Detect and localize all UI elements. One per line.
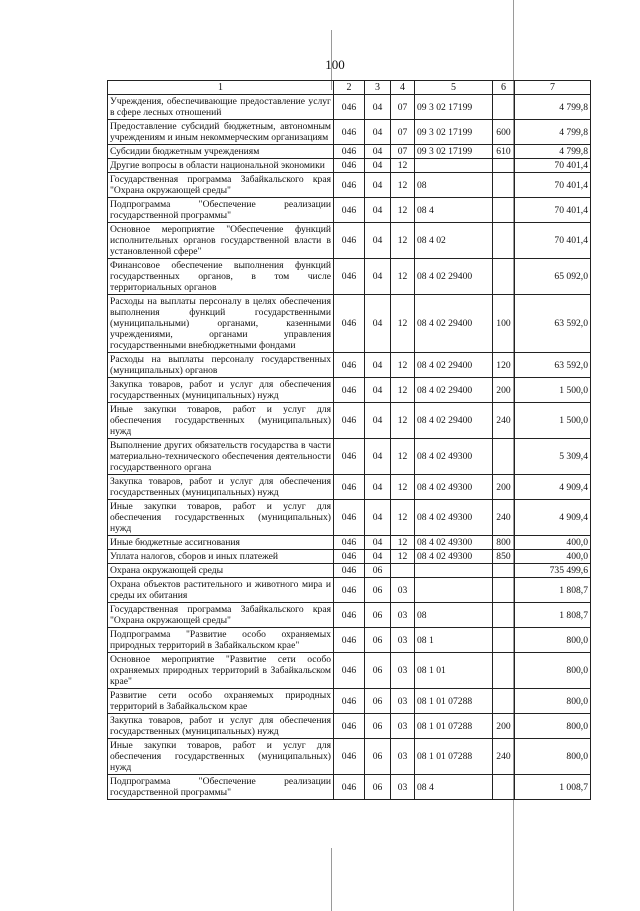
table-row	[108, 295, 591, 353]
cell-sum: 1 008,7	[515, 775, 591, 800]
cell-vr: 240	[493, 739, 515, 775]
cell-rz: 04	[365, 159, 391, 173]
cell-ved: 046	[334, 223, 365, 259]
cell-ved: 046	[334, 714, 365, 739]
table-row	[108, 564, 591, 578]
cell-pr: 12	[391, 378, 415, 403]
cell-vr: 100	[493, 295, 515, 353]
cell-sum: 63 592,0	[515, 295, 591, 353]
cell-csr: 08	[415, 603, 493, 628]
table-row	[108, 500, 591, 536]
table-row	[108, 159, 591, 173]
cell-sum: 70 401,4	[515, 173, 591, 198]
cell-vr	[493, 159, 515, 173]
cell-sum: 4 799,8	[515, 120, 591, 145]
cell-ved: 046	[334, 739, 365, 775]
cell-vr: 600	[493, 120, 515, 145]
cell-csr: 08 4 02 29400	[415, 403, 493, 439]
cell-vr	[493, 198, 515, 223]
cell-csr: 09 3 02 17199	[415, 95, 493, 120]
cell-pr	[391, 564, 415, 578]
header-col-5: 5	[415, 81, 493, 95]
cell-csr: 08 4 02 49300	[415, 500, 493, 536]
cell-csr	[415, 159, 493, 173]
table-row	[108, 259, 591, 295]
cell-name: Развитие сети особо охраняемых природных территорий в Забайкальском крае	[108, 689, 334, 714]
cell-pr: 12	[391, 198, 415, 223]
table-row	[108, 439, 591, 475]
cell-pr: 12	[391, 475, 415, 500]
cell-vr: 200	[493, 714, 515, 739]
scan-line-left-bottom	[331, 848, 332, 911]
cell-sum: 800,0	[515, 739, 591, 775]
table-row	[108, 628, 591, 653]
cell-ved: 046	[334, 295, 365, 353]
cell-pr: 12	[391, 403, 415, 439]
cell-csr: 08 1 01 07288	[415, 714, 493, 739]
table-row	[108, 95, 591, 120]
cell-sum: 5 309,4	[515, 439, 591, 475]
cell-vr: 200	[493, 475, 515, 500]
cell-rz: 06	[365, 689, 391, 714]
cell-pr: 03	[391, 653, 415, 689]
cell-vr	[493, 603, 515, 628]
cell-sum: 735 499,6	[515, 564, 591, 578]
cell-ved: 046	[334, 259, 365, 295]
cell-vr	[493, 259, 515, 295]
table-row	[108, 120, 591, 145]
cell-sum: 800,0	[515, 689, 591, 714]
cell-rz: 06	[365, 578, 391, 603]
cell-ved: 046	[334, 120, 365, 145]
table-row	[108, 145, 591, 159]
budget-table	[107, 80, 591, 800]
cell-sum: 400,0	[515, 550, 591, 564]
cell-sum: 70 401,4	[515, 198, 591, 223]
cell-pr: 03	[391, 603, 415, 628]
cell-rz: 06	[365, 739, 391, 775]
table-header-row	[108, 81, 591, 95]
table-row	[108, 775, 591, 800]
cell-vr	[493, 173, 515, 198]
cell-ved: 046	[334, 603, 365, 628]
cell-pr: 07	[391, 145, 415, 159]
table-row	[108, 223, 591, 259]
table-row	[108, 739, 591, 775]
cell-csr: 08 4 02 29400	[415, 378, 493, 403]
cell-sum: 800,0	[515, 653, 591, 689]
cell-ved: 046	[334, 198, 365, 223]
cell-csr	[415, 578, 493, 603]
table-row	[108, 475, 591, 500]
cell-vr	[493, 775, 515, 800]
cell-rz: 04	[365, 536, 391, 550]
cell-vr: 120	[493, 353, 515, 378]
cell-vr: 240	[493, 403, 515, 439]
cell-rz: 04	[365, 145, 391, 159]
cell-vr	[493, 689, 515, 714]
cell-ved: 046	[334, 689, 365, 714]
cell-rz: 04	[365, 403, 391, 439]
cell-pr: 03	[391, 775, 415, 800]
cell-rz: 06	[365, 653, 391, 689]
cell-name: Закупка товаров, работ и услуг для обеспечения государственных (муниципальных) нужд	[108, 714, 334, 739]
cell-sum: 70 401,4	[515, 223, 591, 259]
cell-rz: 04	[365, 500, 391, 536]
cell-ved: 046	[334, 403, 365, 439]
cell-name: Подпрограмма "Обеспечение реализации государственной программы"	[108, 775, 334, 800]
cell-pr: 12	[391, 259, 415, 295]
cell-sum: 1 500,0	[515, 378, 591, 403]
cell-rz: 04	[365, 173, 391, 198]
cell-rz: 04	[365, 223, 391, 259]
header-col-6: 6	[493, 81, 515, 95]
cell-sum: 1 808,7	[515, 603, 591, 628]
cell-csr: 08 1 01 07288	[415, 739, 493, 775]
cell-rz: 04	[365, 550, 391, 564]
cell-csr: 08 4 02 49300	[415, 439, 493, 475]
cell-ved: 046	[334, 159, 365, 173]
table-row	[108, 578, 591, 603]
cell-ved: 046	[334, 439, 365, 475]
cell-vr	[493, 95, 515, 120]
cell-name: Государственная программа Забайкальского края "Охрана окружающей среды"	[108, 173, 334, 198]
cell-pr: 03	[391, 714, 415, 739]
cell-name: Уплата налогов, сборов и иных платежей	[108, 550, 334, 564]
table-row	[108, 378, 591, 403]
cell-name: Основное мероприятие "Развитие сети особо охраняемых природных территорий в Забайкальском крае"	[108, 653, 334, 689]
cell-ved: 046	[334, 628, 365, 653]
cell-pr: 03	[391, 689, 415, 714]
cell-csr: 08 4	[415, 198, 493, 223]
cell-name: Основное мероприятие "Обеспечение функций исполнительных органов государственной власти в установленной сфере"	[108, 223, 334, 259]
cell-ved: 046	[334, 378, 365, 403]
cell-rz: 04	[365, 439, 391, 475]
cell-vr: 200	[493, 378, 515, 403]
cell-vr: 610	[493, 145, 515, 159]
cell-sum: 800,0	[515, 628, 591, 653]
cell-pr: 03	[391, 739, 415, 775]
cell-ved: 046	[334, 173, 365, 198]
cell-name: Охрана объектов растительного и животного мира и среды их обитания	[108, 578, 334, 603]
cell-vr	[493, 564, 515, 578]
cell-csr	[415, 564, 493, 578]
cell-vr	[493, 653, 515, 689]
cell-csr: 08 1	[415, 628, 493, 653]
cell-name: Иные бюджетные ассигнования	[108, 536, 334, 550]
cell-ved: 046	[334, 475, 365, 500]
cell-csr: 08 4 02 29400	[415, 295, 493, 353]
cell-csr: 08 4 02 49300	[415, 475, 493, 500]
cell-sum: 70 401,4	[515, 159, 591, 173]
cell-csr: 08 1 01 07288	[415, 689, 493, 714]
cell-sum: 4 799,8	[515, 145, 591, 159]
cell-rz: 04	[365, 95, 391, 120]
cell-sum: 1 808,7	[515, 578, 591, 603]
cell-pr: 12	[391, 223, 415, 259]
cell-rz: 04	[365, 198, 391, 223]
cell-name: Расходы на выплаты персоналу в целях обеспечения выполнения функций государственными (муниципальными) органами, казенными учреждениями, органами управления государственными внебюджетными фондами	[108, 295, 334, 353]
cell-rz: 04	[365, 378, 391, 403]
cell-ved: 046	[334, 775, 365, 800]
cell-vr	[493, 439, 515, 475]
cell-name: Другие вопросы в области национальной экономики	[108, 159, 334, 173]
table-body	[108, 95, 591, 800]
cell-csr: 08 1 01	[415, 653, 493, 689]
cell-pr: 07	[391, 120, 415, 145]
cell-pr: 12	[391, 353, 415, 378]
cell-name: Субсидии бюджетным учреждениям	[108, 145, 334, 159]
cell-name: Государственная программа Забайкальского края "Охрана окружающей среды"	[108, 603, 334, 628]
table-row	[108, 173, 591, 198]
cell-name: Расходы на выплаты персоналу государственных (муниципальных) органов	[108, 353, 334, 378]
cell-rz: 04	[365, 120, 391, 145]
cell-rz: 06	[365, 628, 391, 653]
page-number: 100	[325, 57, 345, 72]
table-row	[108, 353, 591, 378]
cell-sum: 1 500,0	[515, 403, 591, 439]
cell-pr: 12	[391, 439, 415, 475]
cell-rz: 06	[365, 714, 391, 739]
cell-sum: 400,0	[515, 536, 591, 550]
cell-sum: 800,0	[515, 714, 591, 739]
cell-pr: 12	[391, 500, 415, 536]
cell-name: Охрана окружающей среды	[108, 564, 334, 578]
cell-csr: 09 3 02 17199	[415, 145, 493, 159]
table-row	[108, 653, 591, 689]
table-row	[108, 198, 591, 223]
cell-pr: 03	[391, 628, 415, 653]
cell-rz: 04	[365, 259, 391, 295]
cell-csr: 08 4 02 29400	[415, 353, 493, 378]
cell-name: Финансовое обеспечение выполнения функций государственных органов, в том числе территориальных органов	[108, 259, 334, 295]
cell-csr: 08 4 02 49300	[415, 550, 493, 564]
cell-rz: 06	[365, 603, 391, 628]
table-row	[108, 550, 591, 564]
cell-pr: 12	[391, 536, 415, 550]
cell-ved: 046	[334, 500, 365, 536]
cell-rz: 06	[365, 564, 391, 578]
cell-name: Иные закупки товаров, работ и услуг для обеспечения государственных (муниципальных) нужд	[108, 403, 334, 439]
cell-name: Подпрограмма "Обеспечение реализации государственной программы"	[108, 198, 334, 223]
cell-rz: 04	[365, 295, 391, 353]
cell-vr: 850	[493, 550, 515, 564]
cell-rz: 04	[365, 353, 391, 378]
table-row	[108, 714, 591, 739]
cell-csr: 08	[415, 173, 493, 198]
header-col-2: 2	[334, 81, 365, 95]
cell-ved: 046	[334, 564, 365, 578]
cell-ved: 046	[334, 536, 365, 550]
cell-csr: 08 4 02	[415, 223, 493, 259]
header-col-7: 7	[515, 81, 591, 95]
cell-pr: 12	[391, 295, 415, 353]
cell-vr	[493, 628, 515, 653]
cell-name: Закупка товаров, работ и услуг для обеспечения государственных (муниципальных) нужд	[108, 378, 334, 403]
cell-sum: 4 909,4	[515, 500, 591, 536]
cell-csr: 08 4	[415, 775, 493, 800]
cell-ved: 046	[334, 550, 365, 564]
cell-ved: 046	[334, 578, 365, 603]
cell-sum: 4 909,4	[515, 475, 591, 500]
table-row	[108, 536, 591, 550]
cell-name: Иные закупки товаров, работ и услуг для обеспечения государственных (муниципальных) нужд	[108, 739, 334, 775]
cell-name: Иные закупки товаров, работ и услуг для обеспечения государственных (муниципальных) нужд	[108, 500, 334, 536]
cell-ved: 046	[334, 95, 365, 120]
cell-name: Закупка товаров, работ и услуг для обеспечения государственных (муниципальных) нужд	[108, 475, 334, 500]
cell-pr: 07	[391, 95, 415, 120]
cell-vr: 800	[493, 536, 515, 550]
header-col-4: 4	[391, 81, 415, 95]
cell-name: Учреждения, обеспечивающие предоставление услуг в сфере лесных отношений	[108, 95, 334, 120]
cell-sum: 4 799,8	[515, 95, 591, 120]
cell-ved: 046	[334, 353, 365, 378]
cell-pr: 12	[391, 173, 415, 198]
cell-sum: 65 092,0	[515, 259, 591, 295]
cell-pr: 12	[391, 550, 415, 564]
cell-pr: 03	[391, 578, 415, 603]
table-row	[108, 603, 591, 628]
cell-csr: 09 3 02 17199	[415, 120, 493, 145]
table-row	[108, 689, 591, 714]
cell-vr	[493, 578, 515, 603]
header-col-1: 1	[108, 81, 334, 95]
header-col-3: 3	[365, 81, 391, 95]
cell-name: Подпрограмма "Развитие особо охраняемых природных территорий в Забайкальском крае"	[108, 628, 334, 653]
cell-vr	[493, 223, 515, 259]
cell-csr: 08 4 02 29400	[415, 259, 493, 295]
cell-name: Выполнение других обязательств государства в части материально-технического обеспечения деятельности государственного органа	[108, 439, 334, 475]
cell-pr: 12	[391, 159, 415, 173]
cell-ved: 046	[334, 145, 365, 159]
cell-ved: 046	[334, 653, 365, 689]
cell-vr: 240	[493, 500, 515, 536]
cell-name: Предоставление субсидий бюджетным, автономным учреждениям и иным некоммерческим организациям	[108, 120, 334, 145]
cell-sum: 63 592,0	[515, 353, 591, 378]
cell-rz: 06	[365, 775, 391, 800]
cell-csr: 08 4 02 49300	[415, 536, 493, 550]
table-row	[108, 403, 591, 439]
cell-rz: 04	[365, 475, 391, 500]
